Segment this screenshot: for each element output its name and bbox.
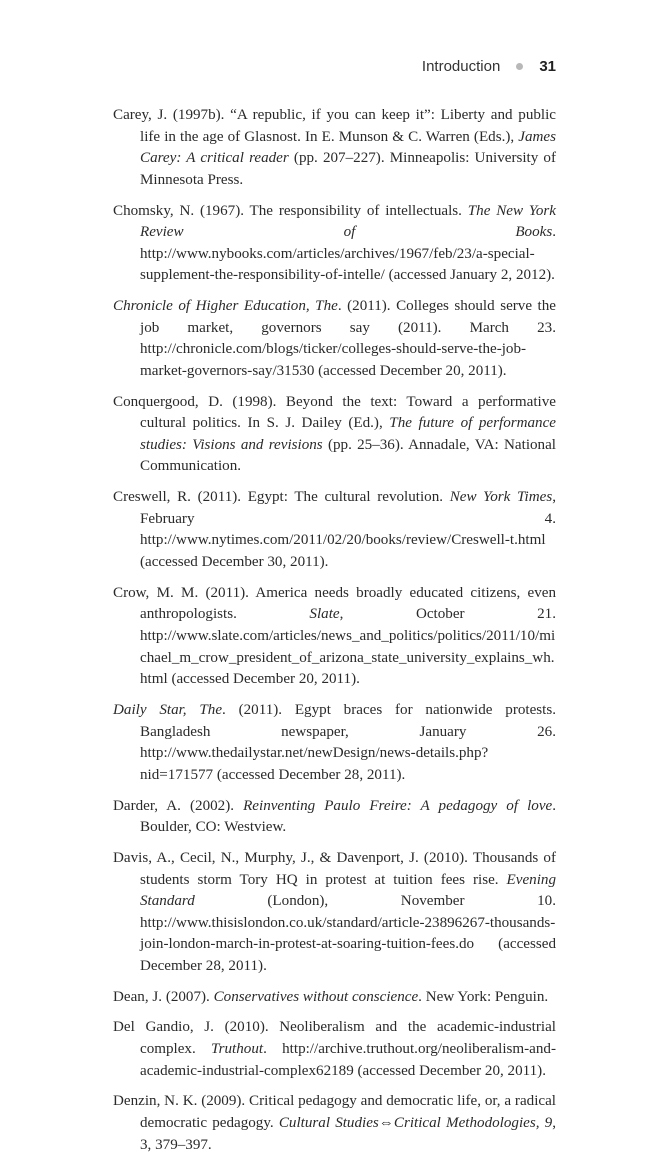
page-number: 31: [539, 58, 556, 75]
reference-italic-text: Truthout: [211, 1041, 264, 1058]
reference-italic-text: Reinventing Paulo Freire: A pedagogy of love: [243, 797, 553, 814]
reference-entry: [113, 1017, 556, 1082]
reference-italic-text: New York Times: [449, 489, 553, 506]
reference-text: Dean, J. (2007).: [113, 988, 214, 1005]
reference-text: . Boulder, CO: Westview.: [140, 797, 556, 836]
reference-text: (pp. 25–36). Annadale, VA: National Communication.: [140, 436, 556, 475]
reference-text: Chomsky, N. (1967). The responsibility of intellectuals.: [113, 202, 468, 219]
reference-entry: [113, 487, 556, 573]
reference-text: . (2011). Egypt braces for nationwide protests. Bangladesh newspaper, January 26. http://www.thedailystar.net/newDesign/news-details.php?nid=171577 (accessed December 28, 2011).: [140, 701, 556, 783]
separator-dot-icon: [516, 63, 523, 70]
reference-entry: [113, 987, 556, 1009]
reference-italic-text: Daily Star, The: [113, 701, 223, 718]
reference-italic-text: Chronicle of Higher Education, The: [113, 298, 338, 315]
reference-entry: [113, 700, 556, 786]
reference-text: Darder, A. (2002).: [113, 797, 244, 814]
reference-italic-text: Slate: [309, 606, 340, 623]
reference-text: . New York: Penguin.: [418, 988, 549, 1005]
reference-text: , 3, 379–397.: [140, 1115, 556, 1153]
reference-text: , October 21. http://www.slate.com/articles/news_and_politics/politics/2011/10/michael_m_crow_president_of_arizona_state_university_explains_wh.html (accessed December 20, 2011).: [140, 606, 556, 688]
reference-entry: [113, 796, 556, 839]
section-title: Introduction: [421, 58, 501, 75]
reference-text: (London), November 10. http://www.thisislondon.co.uk/standard/article-23896267-thousands-join-london-march-in-protest-at-soaring-tuition-fees.do (accessed December 28, 2011).: [140, 893, 556, 974]
reference-italic-text: The New York Review of Books: [140, 202, 556, 241]
reference-italic-text: Cultural Studies⇔Critical Methodologies, 9: [278, 1115, 553, 1131]
reference-entry: [113, 105, 556, 191]
reference-text: Denzin, N. K. (2009). Critical pedagogy and democratic life, or, a radical democratic pedagogy.: [113, 1093, 556, 1131]
reference-entry: [113, 848, 556, 978]
running-header: [422, 58, 556, 75]
reference-italic-text: Conservatives without conscience: [213, 988, 419, 1005]
reference-entry: [113, 392, 556, 478]
reference-entry: [113, 296, 556, 382]
reference-text: , February 4. http://www.nytimes.com/2011/02/20/books/review/Creswell-t.html (accessed December 30, 2011).: [140, 489, 556, 571]
reference-text: (pp. 207–227). Minneapolis: University of Minnesota Press.: [140, 150, 556, 188]
reference-text: Carey, J. (1997b). “A republic, if you can keep it”: Liberty and public life in the age of Glasnost. In E. Munson & C. Warren (Eds.),: [113, 107, 556, 145]
reference-text: . http://archive.truthout.org/neoliberalism-and-academic-industrial-complex62189 (accessed December 20, 2011).: [140, 1041, 556, 1079]
reference-text: Del Gandio, J. (2010). Neoliberalism and the academic-industrial complex.: [113, 1019, 556, 1058]
reference-italic-text: James Carey: A critical reader: [140, 128, 556, 167]
reference-entry: [113, 583, 556, 691]
reference-entry: [113, 1091, 556, 1156]
reference-text: Creswell, R. (2011). Egypt: The cultural revolution.: [113, 489, 450, 506]
reference-text: . (2011). Colleges should serve the job market, governors say (2011). March 23. http://chronicle.com/blogs/ticker/colleges-should-serve-the-job-market-governors-say/31530 (accessed December 20, 2011).: [140, 298, 556, 379]
reference-text: Davis, A., Cecil, N., Murphy, J., & Davenport, J. (2010). Thousands of students storm Tory HQ in protest at tuition fees rise.: [113, 849, 556, 888]
reference-entry: [113, 201, 556, 287]
reference-list: [113, 105, 556, 1165]
reference-text: Crow, M. M. (2011). America needs broadly educated citizens, even anthropologists.: [113, 584, 556, 623]
reference-text: Conquergood, D. (1998). Beyond the text: Toward a performative cultural politics. In S. J. Dailey (Ed.),: [113, 393, 556, 432]
reference-text: . http://www.nybooks.com/articles/archives/1967/feb/23/a-special-supplement-the-responsibility-of-intelle/ (accessed January 2, 2012).: [140, 224, 556, 284]
reference-italic-text: The future of performance studies: Visions and revisions: [140, 415, 557, 453]
reference-italic-text: Evening Standard: [140, 871, 556, 910]
